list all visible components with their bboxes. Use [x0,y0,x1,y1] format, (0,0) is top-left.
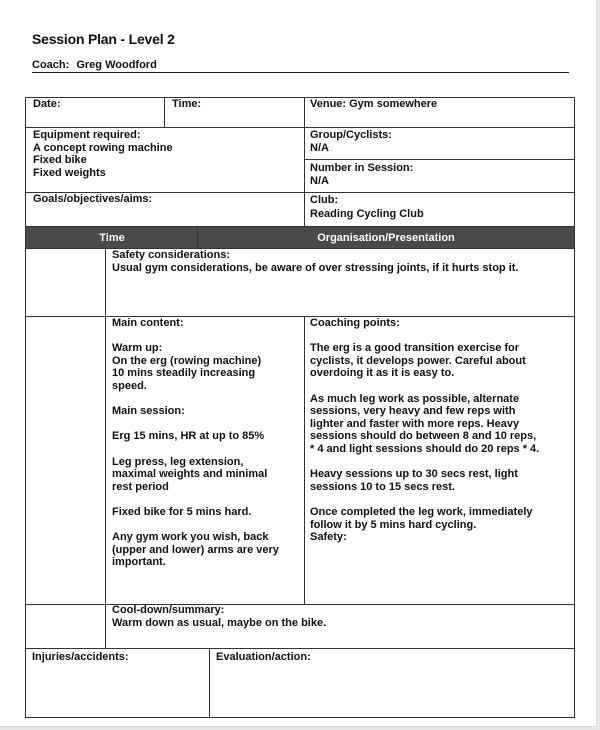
warmup-line: On the erg (rowing machine) [112,354,262,367]
main-time-cell[interactable] [25,316,107,606]
leg-line: rest period [112,480,169,493]
club-value: Reading Cycling Club [310,207,424,220]
coaching-line: sessions should do between 8 and 10 reps, [310,430,537,443]
number-value: N/A [310,174,329,187]
warmup-line: 10 mins steadily increasing [112,367,256,380]
safety-time-cell[interactable] [25,248,107,318]
equipment-item: Fixed weights [33,166,106,179]
cooldown-time-cell[interactable] [25,604,107,650]
coach-name: Greg Woodford [76,59,157,71]
group-label: Group/Cyclists: [310,129,392,141]
main-content-label: Main content: [112,317,184,329]
equipment-item: A concept rowing machine [33,141,173,154]
number-label: Number in Session: [310,162,414,174]
bike-text: Fixed bike for 5 mins hard. [112,505,252,518]
number-block [310,162,413,187]
coaching-line: sessions 10 to 15 secs rest. [310,480,455,493]
coaching-line: As much leg work as possible, alternate [310,392,520,405]
header-time: Time [25,226,199,250]
date-label: Date: [33,98,61,110]
gym-line: Any gym work you wish, back [112,531,269,544]
gym-line: important. [112,556,166,569]
coaching-line: follow it by 5 mins hard cycling. [310,518,477,531]
main-session-label: Main session: [112,405,185,418]
coaching-line: Once completed the leg work, immediately [310,505,533,518]
group-value: N/A [310,141,329,154]
coaching-line: lighter and faster with more reps. Heavy [310,417,520,430]
gym-line: (upper and lower) arms are very [112,543,279,556]
equipment-item: Fixed bike [33,154,87,167]
erg-text: Erg 15 mins, HR at up to 85% [112,430,265,443]
coaching-line: Heavy sessions up to 30 secs rest, light [310,468,518,481]
goals-label: Goals/objectives/aims: [33,193,153,205]
safety-text: Usual gym considerations, be aware of over stressing joints, if it hurts stop it. [112,261,519,274]
time-label: Time: [172,98,202,110]
coach-label: Coach: [32,59,70,71]
warmup-label: Warm up: [112,342,163,355]
venue-text: Venue: Gym somewhere [310,98,438,110]
coaching-line: * 4 and light sessions should do 20 reps * 4. [310,442,540,455]
equipment-block [33,129,173,179]
warmup-line: speed. [112,379,147,392]
equipment-label: Equipment required: [33,129,141,141]
group-block [310,129,392,154]
club-label: Club: [310,194,339,206]
leg-line: Leg press, leg extension, [112,455,244,468]
cooldown-block [112,604,326,629]
leg-line: maximal weights and minimal [112,468,268,481]
cooldown-label: Cool-down/summary: [112,604,225,616]
coaching-line: cyclists, it develops power. Careful about [310,354,526,367]
injuries-label: Injuries/accidents: [32,651,129,663]
evaluation-label: Evaluation/action: [216,651,311,663]
coaching-line: overdoing it as it is easy to. [310,367,455,380]
header-organisation: Organisation/Presentation [197,226,575,250]
safety-block [112,249,518,274]
coaching-points-label: Coaching points: [310,317,400,329]
document-title: Session Plan - Level 2 [32,31,175,47]
coaching-line: sessions, very heavy and few reps with [310,405,516,418]
club-block [310,194,424,220]
cooldown-text: Warm down as usual, maybe on the bike. [112,616,327,629]
coaching-safety-label: Safety: [310,531,347,544]
coaching-points-block [310,317,539,544]
coaching-line: The erg is a good transition exercise for [310,342,520,355]
main-content-block [112,317,279,569]
coach-line [32,59,569,73]
safety-label: Safety considerations: [112,249,230,261]
